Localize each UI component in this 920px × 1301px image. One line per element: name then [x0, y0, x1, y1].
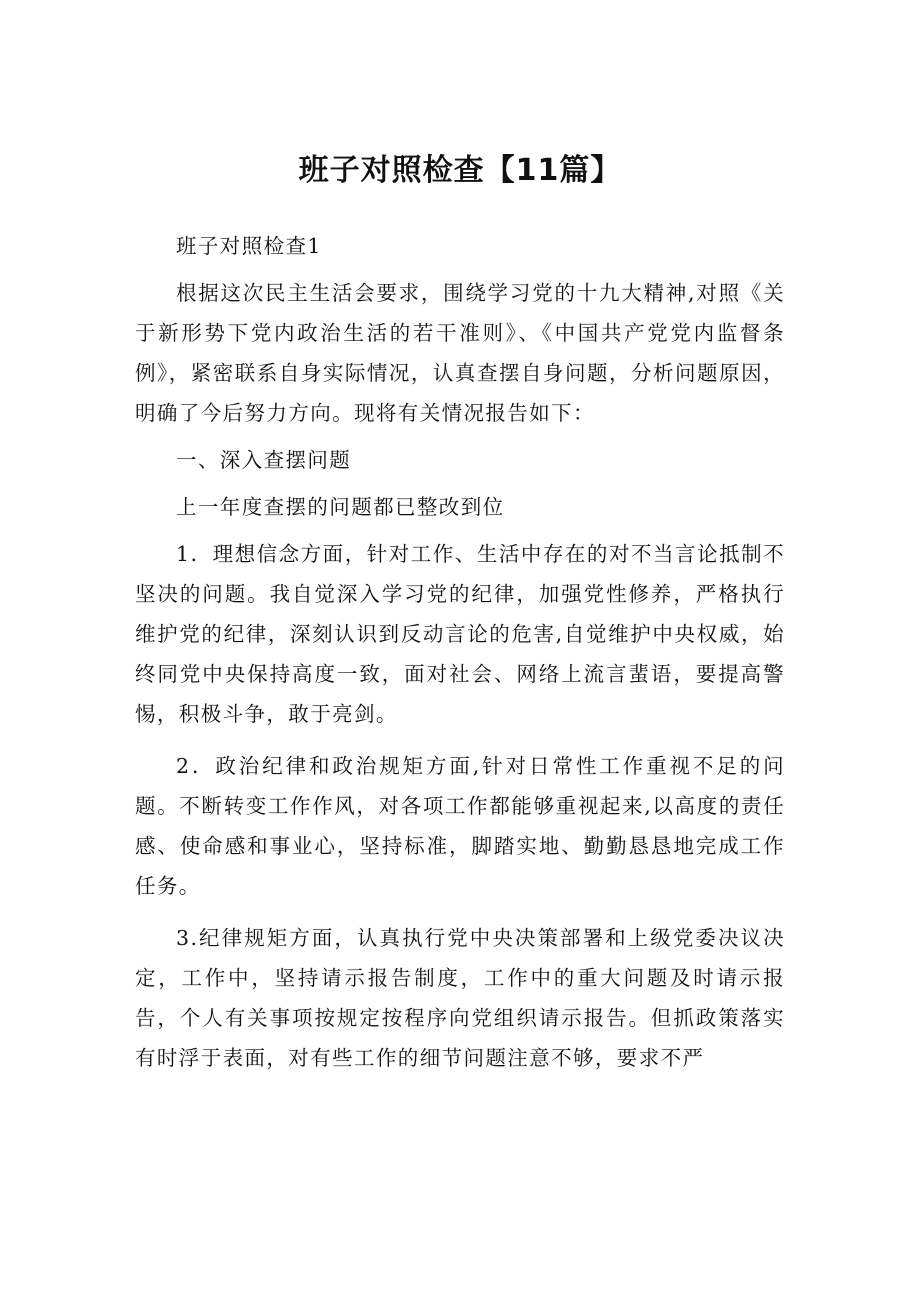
item-paragraph-2: 2．政治纪律和政治规矩方面,针对日常性工作重视不足的问题。不断转变工作作风，对各项工作都能够重视起来,以高度的责任感、使命感和事业心，坚持标准，脚踏实地、勤勤恳恳地完成工作任务。: [135, 754, 785, 898]
intro-paragraph: 根据这次民主生活会要求，围绕学习党的十九大精神,对照《关于新形势下党内政治生活的若干准则》、《中国共产党党内监督条例》，紧密联系自身实际情况，认真查摆自身问题，分析问题原因，明确了今后努力方向。现将有关情况报告如下：: [135, 281, 785, 425]
summary-line: 上一年度查摆的问题都已整改到位: [176, 495, 505, 519]
section-heading: 班子对照检查1: [176, 234, 322, 258]
document-body: [135, 226, 785, 1085]
document-title: 班子对照检查【11篇】: [298, 153, 622, 188]
item-paragraph-1: 1．理想信念方面，针对工作、生活中存在的对不当言论抵制不坚决的问题。我自觉深入学习党的纪律，加强党性修养，严格执行维护党的纪律，深刻认识到反动言论的危害,自觉维护中央权威，始终同党中央保持高度一致，面对社会、网络上流言蜚语，要提高警惕，积极斗争，敢于亮剑。: [135, 542, 785, 726]
item-paragraph-3: 3.纪律规矩方面，认真执行党中央决策部署和上级党委决议决定，工作中，坚持请示报告制度，工作中的重大问题及时请示报告，个人有关事项按规定按程序向党组织请示报告。但抓政策落实有时浮于表面，对有些工作的细节问题注意不够，要求不严: [135, 926, 785, 1070]
subsection-heading: 一、深入查摆问题: [176, 448, 352, 472]
